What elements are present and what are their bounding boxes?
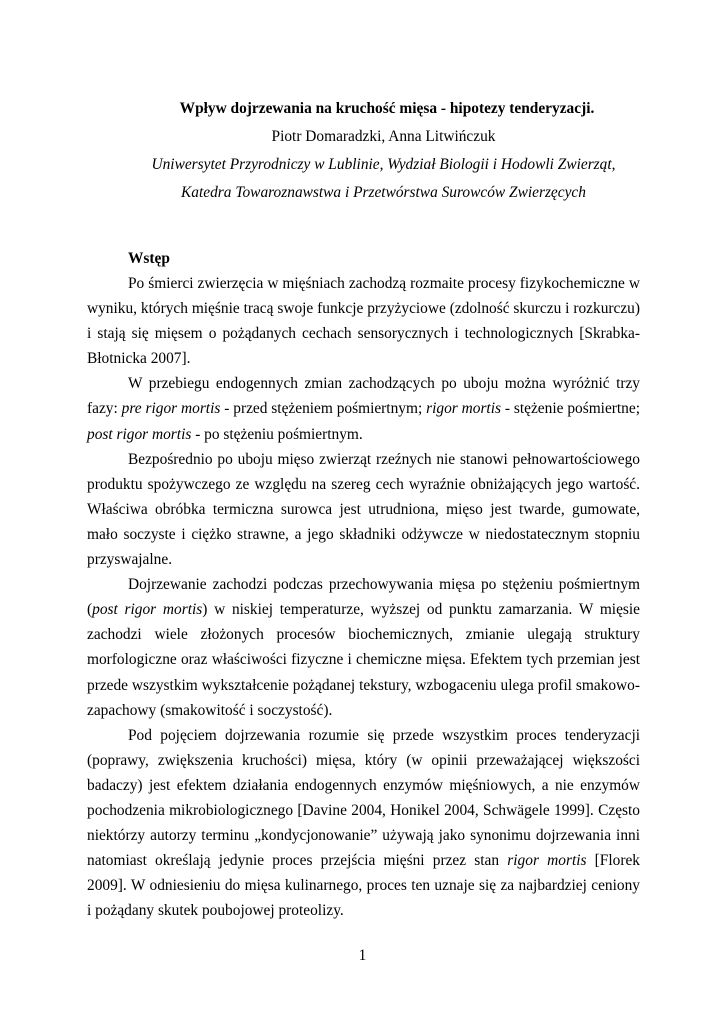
paragraph-5 <box>87 723 640 924</box>
paragraph-2-text: - po stężeniu pośmiertnym. <box>191 425 363 443</box>
affiliation-line-1: Uniwersytet Przyrodniczy w Lublinie, Wydział Biologii i Hodowli Zwierząt, <box>151 156 616 173</box>
term-pre-rigor-mortis: pre rigor mortis <box>121 400 221 418</box>
paragraph-3: Bezpośrednio po uboju mięso zwierząt rzeźnych nie stanowi pełnowartościowego produktu spożywczego ze względu na szereg cech wyraźnie obniżających jego wartość. Właściwa obróbka termiczna surowca jest utrudniona, mięso jest twarde, gumowate, mało soczyste i ciężko strawne, a jego składniki odżywcze w niedostatecznym stopniu przyswajalne. <box>87 450 640 569</box>
paragraph-2-text: - stężenie pośmiertne; <box>500 400 640 418</box>
term-post-rigor-mortis: post rigor mortis <box>87 425 192 443</box>
paragraph-5-text: [Florek 2009]. W odniesieniu do mięsa kulinarnego, proces ten uznaje się za najbardziej ceniony i pożądany skutek poubojowej proteolizy. <box>87 852 640 920</box>
document-page <box>87 97 640 923</box>
paragraph-2-text: - przed stężeniem pośmiertnym; <box>220 400 427 418</box>
page-number: 1 <box>358 947 367 964</box>
term-post-rigor-mortis: post rigor mortis <box>92 601 203 619</box>
paragraph-5-text: Pod pojęciem dojrzewania rozumie się przede wszystkim proces tenderyzacji (poprawy, zwiększenia kruchości) mięsa, który (w opinii przeważającej większości badaczy) jest efektem działania endogennych enzymów mięśniowych, a nie enzymów pochodzenia mikrobiologicznego [Davine 2004, Honikel 2004, Schwägele 1999]. Często niektórzy autorzy terminu „kondycjonowanie” używają jako synonimu dojrzewania inni natomiast określają jedynie proces przejścia mięśni przez stan <box>87 726 640 870</box>
paragraph-1: Po śmierci zwierzęcia w mięśniach zachodzą rozmaite procesy fizykochemiczne w wyniku, których mięśnie tracą swoje funkcje przyżyciowe (zdolność skurczu i rozkurczu) i stają się mięsem o pożądanych cechach sensorycznych i technologicznych [Skrabka-Błotnicka 2007]. <box>87 275 640 368</box>
paragraph-2-text: W przebiegu endogennych zmian zachodzących po uboju można wyróżnić trzy fazy: <box>87 375 640 418</box>
paragraph-4 <box>87 572 640 723</box>
paragraph-2 <box>87 371 640 446</box>
term-rigor-mortis: rigor mortis <box>426 400 501 418</box>
authors-line: Piotr Domaradzki, Anna Litwińczuk <box>271 128 496 145</box>
section-heading: Wstęp <box>128 250 170 267</box>
affiliation-line-2: Katedra Towaroznawstwa i Przetwórstwa Surowców Zwierzęcych <box>181 184 586 201</box>
term-rigor-mortis: rigor mortis <box>507 852 587 870</box>
document-title: Wpływ dojrzewania na kruchość mięsa - hipotezy tenderyzacji. <box>179 100 595 117</box>
paragraph-4-text: ) w niskiej temperaturze, wyższej od punktu zamarzania. W mięsie zachodzi wiele złożonych procesów biochemicznych, zmianie ulegają struktury morfologiczne oraz właściwości fizyczne i chemiczne mięsa. Efektem tych przemian jest przede wszystkim wykształcenie pożądanej tekstury, wzbogaceniu ulega profil smakowo-zapachowy (smakowitość i soczystość). <box>87 601 640 719</box>
paragraph-4-text: Dojrzewanie zachodzi podczas przechowywania mięsa po stężeniu pośmiertnym ( <box>87 576 640 619</box>
